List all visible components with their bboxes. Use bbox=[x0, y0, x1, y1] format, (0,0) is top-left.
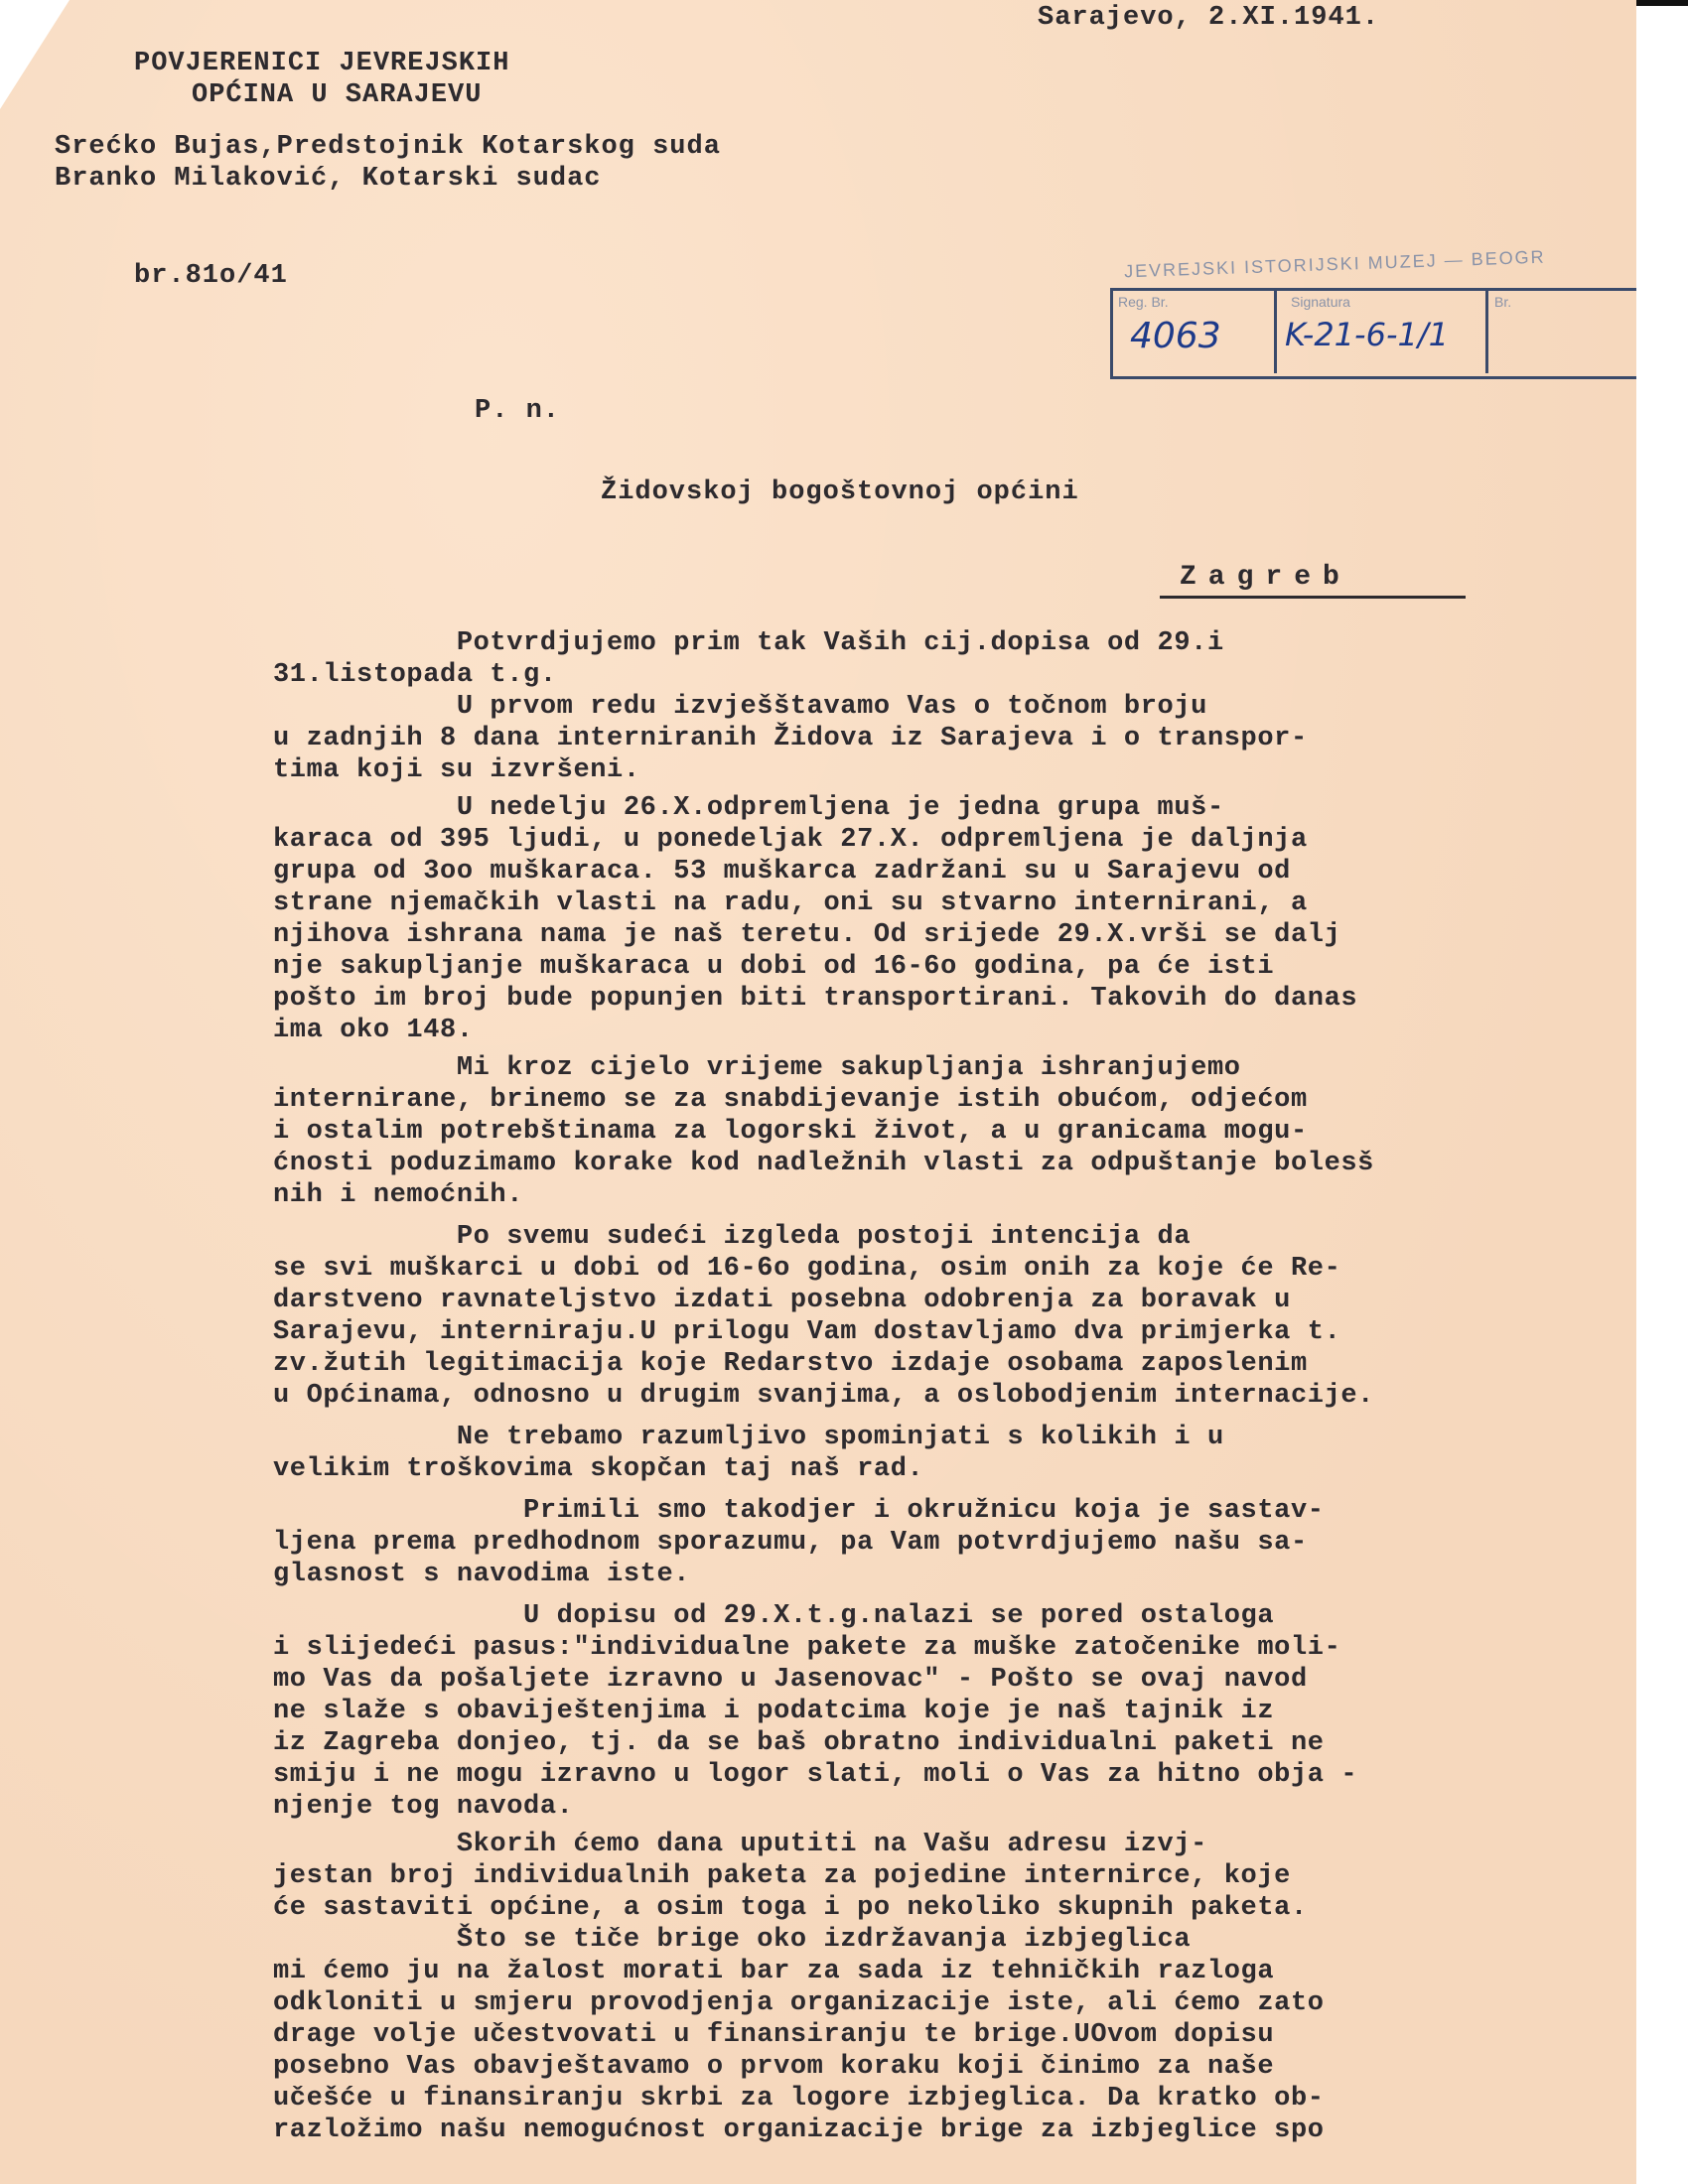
sender-org-line2: OPĆINA U SARAJEVU bbox=[192, 80, 483, 110]
body-paragraph-1: Potvrdjujemo prim tak Vaših cij.dopisa od 29.i 31.listopada t.g. U prvom redu izvješštavamo Vas o točnom broju u zadnjih 8 dana interniranih Židova iz Sarajeva i o transpor- tima koji su izvršeni. bbox=[273, 628, 1308, 785]
stamp-label-signature: Signatura bbox=[1291, 294, 1350, 310]
scan-margin bbox=[1636, 0, 1688, 2184]
letter-body bbox=[273, 627, 1628, 2152]
stamp-label-br: Br. bbox=[1494, 294, 1512, 310]
body-paragraph-5: Ne trebamo razumljivo spominjati s kolikih i u velikim troškovima skopčan taj naš rad. bbox=[273, 1423, 1224, 1484]
body-paragraph-3: Mi kroz cijelo vrijeme sakupljanja ishranjujemo internirane, brinemo se za snabdijevanje istih obućom, odjećom i ostalim potrebštinama za logorski život, a u granicama mogu- ćnosti poduzimamo korake kod nadležnih vlasti za odpuštanje bolesš nih i nemoćnih. bbox=[273, 1053, 1374, 1210]
sender-org-line1: POVJERENICI JEVREJSKIH bbox=[134, 49, 510, 78]
recipient-pn: P. n. bbox=[475, 396, 561, 426]
folded-corner bbox=[0, 0, 70, 109]
archive-stamp-header: JEVREJSKI ISTORIJSKI MUZEJ — BEOGR bbox=[1123, 246, 1546, 282]
body-paragraph-2: U nedelju 26.X.odpremljena je jedna grupa muš- karaca od 395 ljudi, u ponedeljak 27.X. odpremljena je daljnja grupa od 3oo muškaraca. 53 muškarca zadržani su u Sarajevu od strane njemačkih vlasti na radu, oni su stvarno internirani, a njihova ishrana nama je naš teretu. Od srijede 29.X.vrši se dalj nje sakupljanje muškaraca u dobi od 16-6o godina, pa će isti pošto im broj bude popunjen biti transportirani. Takovih do danas ima oko 148. bbox=[273, 793, 1358, 1045]
recipient-city: Zagreb bbox=[1180, 562, 1351, 593]
sender-person1: Srećko Bujas,Predstojnik Kotarskog suda bbox=[55, 132, 721, 162]
stamp-label-reg: Reg. Br. bbox=[1118, 294, 1169, 310]
body-paragraph-7: U dopisu od 29.X.t.g.nalazi se pored ostaloga i slijedeći pasus:"individualne pakete za muške zatočenike moli- mo Vas da pošaljete izravno u Jasenovac" - Pošto se ovaj navod ne slaže s obaviještenjima i podatcima koje je naš tajnik iz iz Zagreba donjeo, tj. da se baš obratno individualni paketi ne smiju i ne mogu izravno u logor slati, moli o Vas za hitno obja - njenje tog navoda. bbox=[273, 1601, 1358, 1822]
reference-number: br.81o/41 bbox=[134, 261, 288, 291]
body-paragraph-4: Po svemu sudeći izgleda postoji intencija da se svi muškarci u dobi od 16-6o godina, osim onih za koje će Re- darstveno ravnateljstvo izdati posebna odobrenja za boravak u Sarajevu, interniraju.U prilogu Vam dostavljamo dva primjerka t. zv.žutih legitimacija koje Redarstvo izdaje osobama zaposlenim u Općinama, odnosno u drugim svanjima, a oslobodjenim internacije. bbox=[273, 1222, 1374, 1411]
stamp-signature: K-21-6-1/1 bbox=[1285, 316, 1449, 353]
letter-date: Sarajevo, 2.XI.1941. bbox=[1038, 3, 1380, 33]
city-underline bbox=[1160, 596, 1466, 599]
recipient-name: Židovskoj bogoštovnoj općini bbox=[601, 478, 1079, 507]
body-paragraph-8: Skorih ćemo dana uputiti na Vašu adresu izvj- jestan broj individualnih paketa za pojedine internirce, koje će sastaviti općine, a osim toga i po nekoliko skupnih paketa. Što se tiče brige oko izdržavanja izbjeglica mi ćemo ju na žalost morati bar za sada iz tehničkih razloga odkloniti u smjeru provodjenja organizacije iste, ali ćemo zato drage volje učestvovati u finansiranju te brige.UOvom dopisu posebno Vas obavještavamo o prvom koraku koji činimo za naše učešće u finansiranju skrbi za logore izbjeglica. Da kratko ob- razložimo našu nemogućnost organizacije brige za izbjeglice spo bbox=[273, 1830, 1325, 2145]
stamp-reg-number: 4063 bbox=[1130, 316, 1221, 356]
body-paragraph-6: Primili smo takodjer i okružnicu koja je sastav- ljena prema predhodnom sporazumu, pa Vam potvrdjujemo našu sa- glasnost s navodima iste. bbox=[273, 1496, 1325, 1589]
scan-edge-bar bbox=[1636, 0, 1688, 6]
sender-person2: Branko Milaković, Kotarski sudac bbox=[55, 164, 602, 194]
